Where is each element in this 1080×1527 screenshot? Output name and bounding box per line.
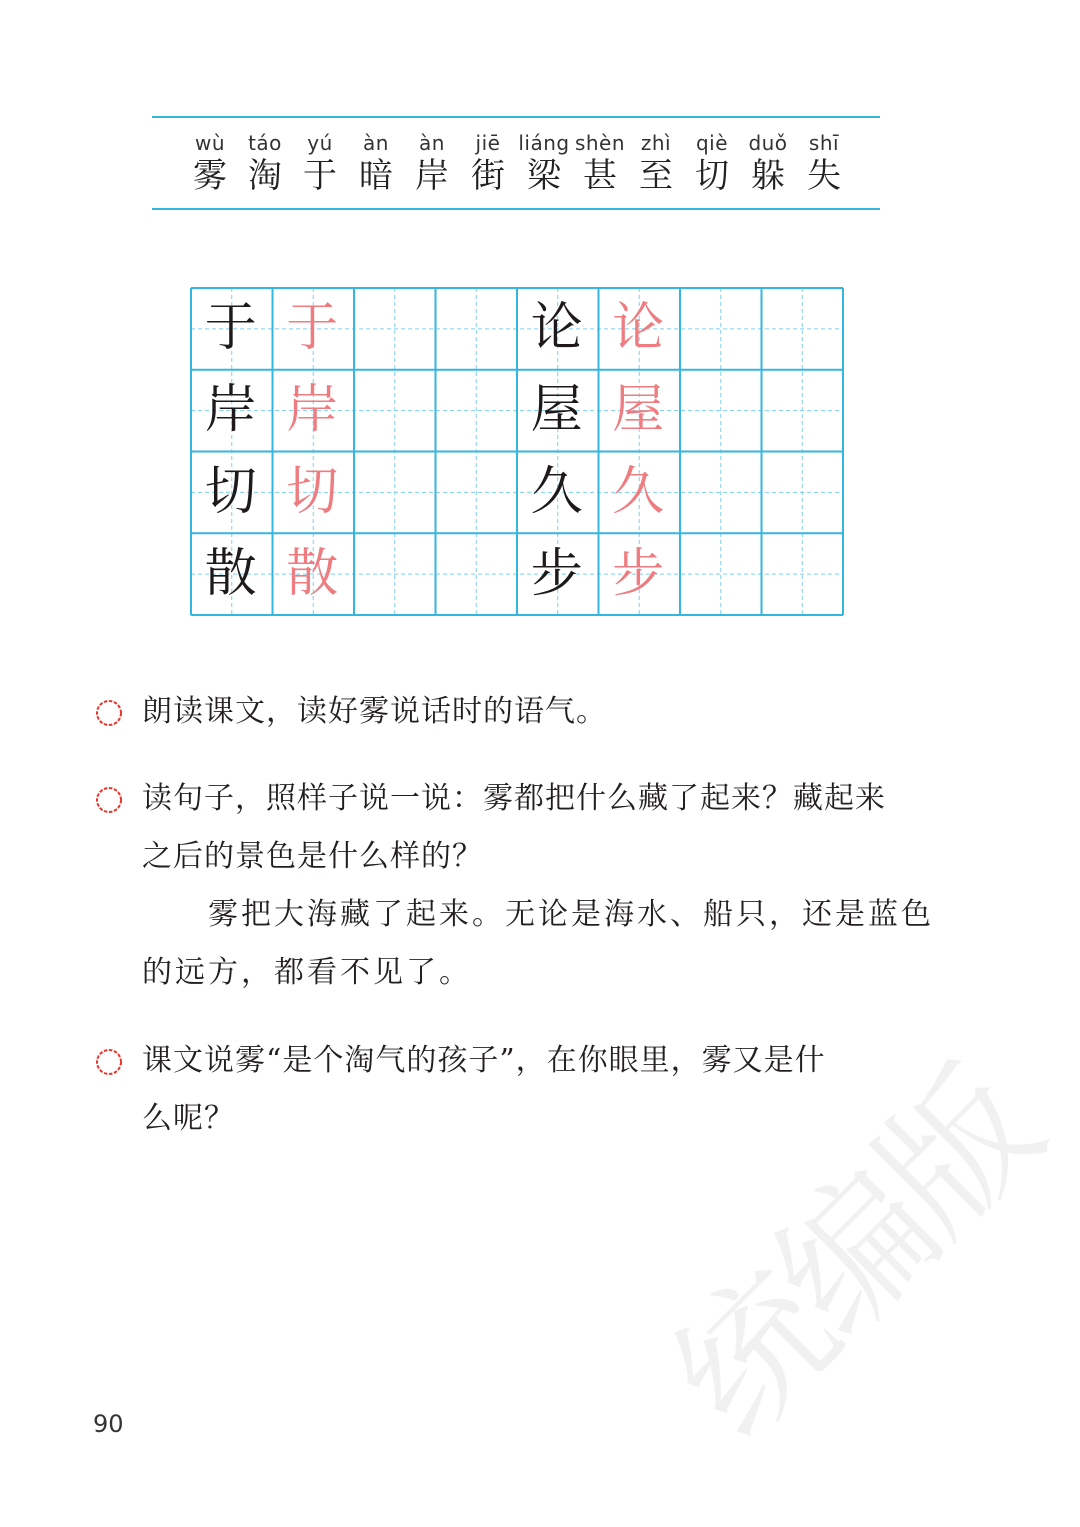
- exercise-circle-icon: [95, 786, 123, 814]
- exercise-2-text: 读句子，照样子说一说：雾都把什么藏了起来？藏起来: [142, 781, 886, 816]
- exercise-circle-icon: [95, 699, 123, 727]
- vocab-hanzi: 雾: [193, 156, 227, 196]
- exercise-3-text: 么呢？: [142, 1101, 235, 1136]
- vocab-hanzi: 梁: [527, 156, 561, 196]
- model-character: 岸: [204, 380, 257, 440]
- example-sentence: 雾把大海藏了起来。无论是海水、船只，还是蓝色: [208, 897, 934, 932]
- vocab-pinyin: shī: [808, 131, 840, 155]
- vocab-pinyin: duǒ: [748, 131, 788, 155]
- vocab-pinyin: àn: [419, 131, 445, 155]
- vocab-hanzi: 切: [695, 156, 729, 196]
- vocab-pinyin: táo: [248, 131, 282, 155]
- vocab-hanzi: 躲: [751, 156, 785, 196]
- model-character: 切: [204, 462, 257, 522]
- model-character: 论: [530, 298, 583, 358]
- trace-character: 散: [286, 544, 339, 604]
- writing-grid: [190, 287, 844, 616]
- exercise-1-text: 朗读课文，读好雾说话时的语气。: [142, 694, 607, 729]
- trace-character: 于: [286, 298, 339, 358]
- exercise-3-text: 课文说雾“是个淘气的孩子”，在你眼里，雾又是什: [142, 1043, 826, 1078]
- trace-character: 切: [286, 462, 339, 522]
- model-character: 散: [204, 544, 257, 604]
- trace-character: 论: [612, 298, 665, 358]
- trace-character: 久: [612, 462, 665, 522]
- vocab-hanzi: 岸: [415, 156, 449, 196]
- vocab-hanzi: 至: [639, 156, 673, 196]
- vocab-hanzi: 街: [471, 156, 505, 196]
- vocab-pinyin: shèn: [574, 131, 626, 155]
- vocab-pinyin: liáng: [518, 131, 570, 155]
- model-character: 步: [530, 544, 583, 604]
- vocab-hanzi: 失: [807, 156, 841, 196]
- vocab-hanzi: 淘: [248, 156, 282, 196]
- vocabulary-bar: [152, 116, 880, 210]
- vocab-word: [796, 118, 852, 208]
- vocab-pinyin: qiè: [695, 131, 729, 155]
- vocab-hanzi: 于: [303, 156, 337, 196]
- vocab-hanzi: 甚: [583, 156, 617, 196]
- exercise-2-text: 之后的景色是什么样的？: [142, 839, 483, 874]
- trace-character: 屋: [612, 380, 665, 440]
- model-character: 于: [204, 298, 257, 358]
- model-character: 久: [530, 462, 583, 522]
- watermark: 统编版: [641, 1040, 1071, 1470]
- exercise-circle-icon: [95, 1048, 123, 1076]
- vocab-pinyin: zhì: [640, 131, 672, 155]
- trace-character: 步: [612, 544, 665, 604]
- vocab-pinyin: wù: [194, 131, 226, 155]
- vocab-pinyin: àn: [363, 131, 389, 155]
- vocab-pinyin: yú: [307, 131, 333, 155]
- trace-character: 岸: [286, 380, 339, 440]
- vocab-hanzi: 暗: [359, 156, 393, 196]
- page-number: 90: [93, 1410, 124, 1438]
- example-sentence: 的远方，都看不见了。: [142, 955, 472, 990]
- vocab-pinyin: jiē: [475, 131, 501, 155]
- model-character: 屋: [530, 380, 583, 440]
